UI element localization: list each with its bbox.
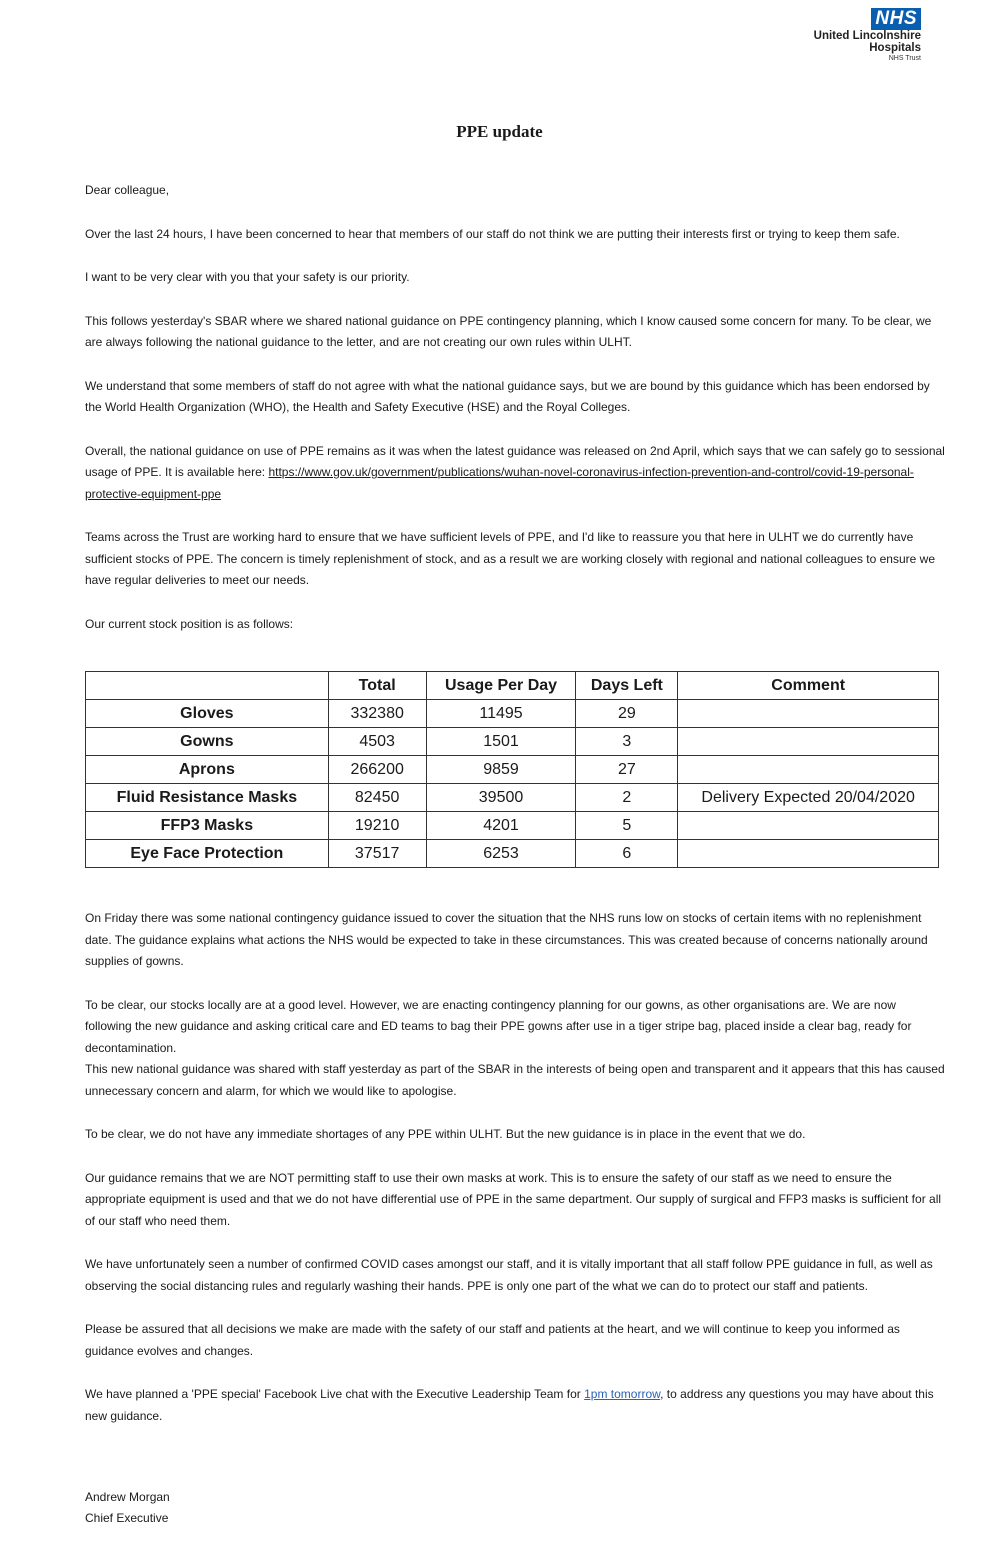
- signature-role: Chief Executive: [85, 1511, 169, 1525]
- table-header: Total: [328, 672, 426, 700]
- org-name-line1: United Lincolnshire: [813, 30, 921, 42]
- guidance-text: Overall, the national guidance on use of PPE remains as it was when the latest guidance was released on 2nd April, which says that we can safely go to sessional usage of PPE. It is available here:: [85, 443, 945, 479]
- paragraph: Over the last 24 hours, I have been concerned to hear that members of our staff do not think we are putting their interests first or trying to keep them safe.: [85, 226, 900, 241]
- paragraph: To be clear, we do not have any immediate shortages of any PPE within ULHT. But the new guidance is in place in the event that we do.: [85, 1127, 806, 1141]
- table-cell: Delivery Expected 20/04/2020: [678, 784, 939, 812]
- paragraph: This new national guidance was shared with staff yesterday as part of the SBAR in the interests of being open and transparent and it appears that this has caused unnecessary concern and alarm, for which we would like to apologise.: [85, 1062, 945, 1098]
- table-row: [86, 812, 939, 840]
- table-header-row: [86, 672, 939, 700]
- table-cell: 2: [576, 784, 678, 812]
- table-cell: 5: [576, 812, 678, 840]
- table-cell: 27: [576, 756, 678, 784]
- facebook-time-link[interactable]: 1pm tomorrow: [584, 1387, 661, 1401]
- org-subtitle: NHS Trust: [888, 55, 921, 62]
- table-cell: 1501: [426, 728, 576, 756]
- table-header: Days Left: [576, 672, 678, 700]
- stock-table: [85, 671, 939, 868]
- table-cell: 82450: [328, 784, 426, 812]
- table-row: [86, 840, 939, 868]
- table-cell: [678, 840, 939, 868]
- paragraph: This follows yesterday's SBAR where we shared national guidance on PPE contingency planning, which I know caused some concern for many. To be clear, we are always following the national guidance to the letter, and are not creating our own rules within ULHT.: [85, 313, 932, 349]
- table-cell: 11495: [426, 700, 576, 728]
- facebook-paragraph: [85, 1384, 945, 1427]
- guidance-link[interactable]: https://www.gov.uk/government/publications/wuhan-novel-coronavirus-infection-prevention-and-control/covid-19-personal-protective-equipment-ppe: [85, 465, 914, 501]
- table-cell: 29: [576, 700, 678, 728]
- table-header: Comment: [678, 672, 939, 700]
- table-cell: [678, 756, 939, 784]
- table-header: Usage Per Day: [426, 672, 576, 700]
- table-row: [86, 700, 939, 728]
- paragraph: Teams across the Trust are working hard to ensure that we have sufficient levels of PPE, and I'd like to reassure you that here in ULHT we do currently have sufficient stocks of PPE. The concern is timely replenishment of stock, and as a result we are working closely with regional and national colleagues to ensure we have regular deliveries to meet our needs.: [85, 530, 935, 587]
- table-cell: 6: [576, 840, 678, 868]
- table-cell: 266200: [328, 756, 426, 784]
- table-cell: Fluid Resistance Masks: [86, 784, 329, 812]
- paragraph: Our guidance remains that we are NOT permitting staff to use their own masks at work. This is to ensure the safety of our staff as we need to ensure the appropriate equipment is used and that we do not have differential use of PPE in the same department. Our supply of surgical and FFP3 masks is sufficient for all of our staff who need them.: [85, 1170, 942, 1228]
- table-cell: 37517: [328, 840, 426, 868]
- paragraph: Please be assured that all decisions we make are made with the safety of our staff and patients at the heart, and we will continue to keep you informed as guidance evolves and changes.: [85, 1322, 900, 1358]
- table-cell: [678, 700, 939, 728]
- page-title: PPE update: [456, 122, 543, 141]
- table-row: [86, 784, 939, 812]
- paragraph: I want to be very clear with you that your safety is our priority.: [85, 270, 410, 284]
- table-cell: [678, 728, 939, 756]
- nhs-logo: [814, 8, 921, 63]
- letter-body-top: [85, 180, 945, 657]
- greeting: Dear colleague,: [85, 183, 170, 197]
- table-cell: 19210: [328, 812, 426, 840]
- table-cell: 9859: [426, 756, 576, 784]
- table-cell: Aprons: [86, 756, 329, 784]
- paragraph: To be clear, our stocks locally are at a good level. However, we are enacting contingency planning for our gowns, as other organisations are. We are now following the new guidance and asking critical care and ED teams to bag their PPE gowns after use in a tiger stripe bag, placed inside a clear bag, ready for decontamination.: [85, 997, 912, 1055]
- signature-name: Andrew Morgan: [85, 1490, 170, 1504]
- table-cell: 4503: [328, 728, 426, 756]
- table-cell: 39500: [426, 784, 576, 812]
- paragraph: We understand that some members of staff do not agree with what the national guidance says, but we are bound by this guidance which has been endorsed by the World Health Organization (WHO), the Health and Safety Executive (HSE) and the Royal Colleges.: [85, 378, 930, 414]
- table-header: [86, 672, 329, 700]
- table-row: [86, 728, 939, 756]
- paragraph: On Friday there was some national contingency guidance issued to cover the situation that the NHS runs low on stocks of certain items with no replenishment date. The guidance explains what actions the NHS would be expected to take in these circumstances. This was created because of concerns nationally around supplies of gowns.: [85, 911, 928, 968]
- paragraph: Our current stock position is as follows:: [85, 616, 294, 631]
- signature: [85, 1487, 170, 1529]
- guidance-paragraph: [85, 441, 945, 506]
- paragraph: We have unfortunately seen a number of confirmed COVID cases amongst our staff, and it is vitally important that all staff follow PPE guidance in full, as well as observing the social distancing rules and regularly washing their hands. PPE is only one part of the what we can do to protect our staff and patients.: [85, 1257, 933, 1293]
- table-cell: 332380: [328, 700, 426, 728]
- table-cell: 4201: [426, 812, 576, 840]
- nhs-lozenge: NHS: [871, 8, 921, 30]
- table-cell: FFP3 Masks: [86, 812, 329, 840]
- org-name-line2: Hospitals: [869, 42, 921, 54]
- table-cell: Eye Face Protection: [86, 840, 329, 868]
- table-cell: Gloves: [86, 700, 329, 728]
- table-cell: 6253: [426, 840, 576, 868]
- table-cell: 3: [576, 728, 678, 756]
- facebook-text-before: We have planned a 'PPE special' Facebook Live chat with the Executive Leadership Team for: [85, 1387, 585, 1401]
- facebook-text-after: , to address any questions you may have about this new guidance.: [85, 1387, 934, 1423]
- table-cell: [678, 812, 939, 840]
- letter-body-bottom: [85, 908, 945, 1449]
- table-row: [86, 756, 939, 784]
- table-cell: Gowns: [86, 728, 329, 756]
